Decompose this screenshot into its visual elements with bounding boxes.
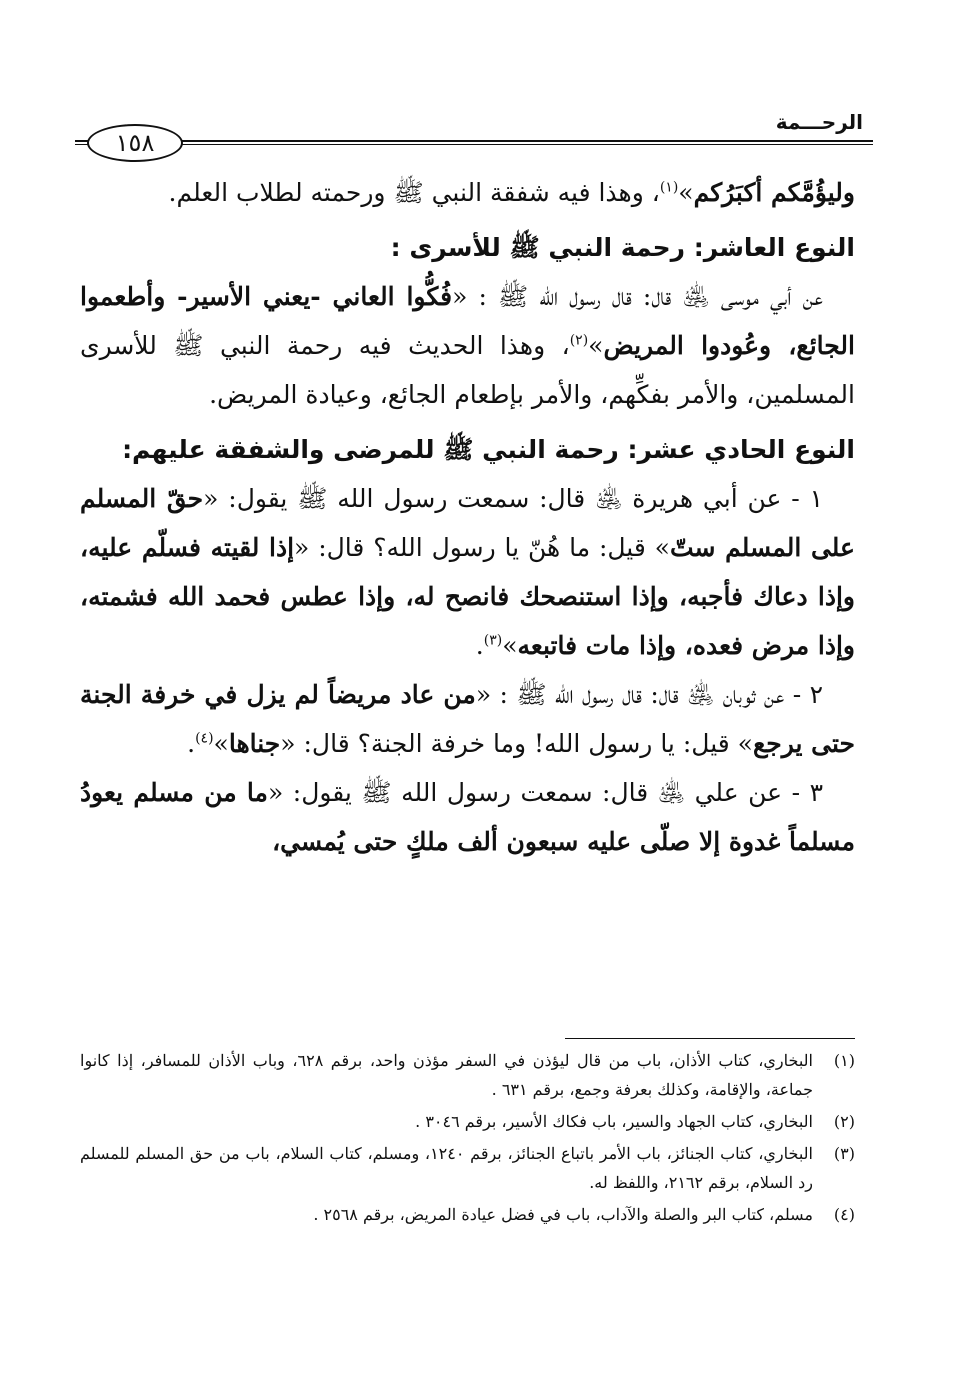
footnote (80, 1046, 855, 1104)
footnote-text: البخاري، كتاب الأذان، باب من قال ليؤذن في السفر مؤذن واحد، برقم ٦٢٨، وباب الأذان للمسافر، إذا كانوا جماعة، والإقامة، وكذلك بعرفة وجمع، برقم ٦٣١ . (80, 1051, 814, 1099)
paragraph-prisoners: عن أبي موسى ﵁ قال: قال رسول الله ﷺ : «فُكُّوا العاني -يعني الأسير- وأطعموا الجائع، وعُودوا المريض»$^{(٢)}$، وهذا الحديث فيه رحمة النبي ﷺ للأسرى المسلمين، والأمر بفكِّهم، والأمر بإطعام الجائع، وعيادة المريض. (80, 282, 855, 409)
footnote-ref-1: (١) (659, 179, 679, 196)
footnote (80, 1139, 855, 1197)
main-text (80, 168, 855, 866)
page-header (75, 110, 873, 158)
footnote-text: مسلم، كتاب البر والصلة والآداب، باب في فضل عيادة المريض، برقم ٢٥٦٨ . (313, 1205, 813, 1224)
section-heading-10: النوع العاشر: رحمة النبي ﷺ للأسرى : (390, 233, 855, 262)
footnote-number: (٣) (833, 1144, 855, 1163)
footnote-number: (٢) (833, 1112, 855, 1131)
running-head: الرحـــمة (775, 110, 863, 134)
footnote-ref-4: (٤) (195, 730, 214, 747)
footnote-text: البخاري، كتاب الجهاد والسير، باب فكاك الأسير، برقم ٣٠٤٦ . (415, 1112, 813, 1131)
footnote-number: (١) (833, 1051, 855, 1070)
page-number: ١٥٨ (87, 124, 183, 162)
footnote (80, 1200, 855, 1229)
footnote-ref-2: (٢) (569, 332, 589, 349)
header-rule-thin (75, 144, 873, 145)
footnote-ref-3: (٣) (483, 632, 503, 649)
footnote (80, 1107, 855, 1136)
footnote-number: (٤) (833, 1205, 855, 1224)
hadith-1: ١ - عن أبي هريرة ﵁ قال: سمعت رسول الله ﷺ يقول: «حقّ المسلم على المسلم ستّ» قيل: ما هُنّ يا رسول الله؟ قال: «إذا لقيته فسلّم عليه، وإذا دعاك فأجبه، وإذا استنصحك فانصح له، وإذا عطس فحمد الله فشمته، وإذا مرض فعده، وإذا مات فاتبعه»$^{(٣)}$. (80, 484, 855, 660)
footnotes (80, 1046, 855, 1232)
hadith-2: ٢ - عن ثوبان ﵁ قال: قال رسول الله ﷺ : «من عاد مريضاً لم يزل في خرفة الجنة حتى يرجع» قيل: يا رسول الله! وما خرفة الجنة؟ قال: «جناها»$^{(٤)}$. (80, 680, 855, 758)
paragraph-continued: وليؤُمَّكم أكبَرُكم»$^{(١)}$، وهذا فيه شفقة النبي ﷺ ورحمته لطلاب العلم. (168, 178, 855, 207)
footnote-separator (565, 1038, 855, 1039)
hadith-3: ٣ - عن علي ﵁ قال: سمعت رسول الله ﷺ يقول: «ما من مسلم يعودُ مسلماً غدوة إلا صلّى عليه سبعون ألف ملكٍ حتى يُمسي، (80, 778, 855, 856)
header-rule (75, 140, 873, 142)
footnote-text: البخاري، كتاب الجنائز، باب الأمر باتباع الجنائز، برقم ١٢٤٠، ومسلم، كتاب السلام، باب من حق المسلم للمسلم رد السلام، برقم ٢١٦٢، واللفظ له. (80, 1144, 813, 1192)
section-heading-11: النوع الحادي عشر: رحمة النبي ﷺ للمرضى والشفقة عليهم: (122, 435, 855, 464)
